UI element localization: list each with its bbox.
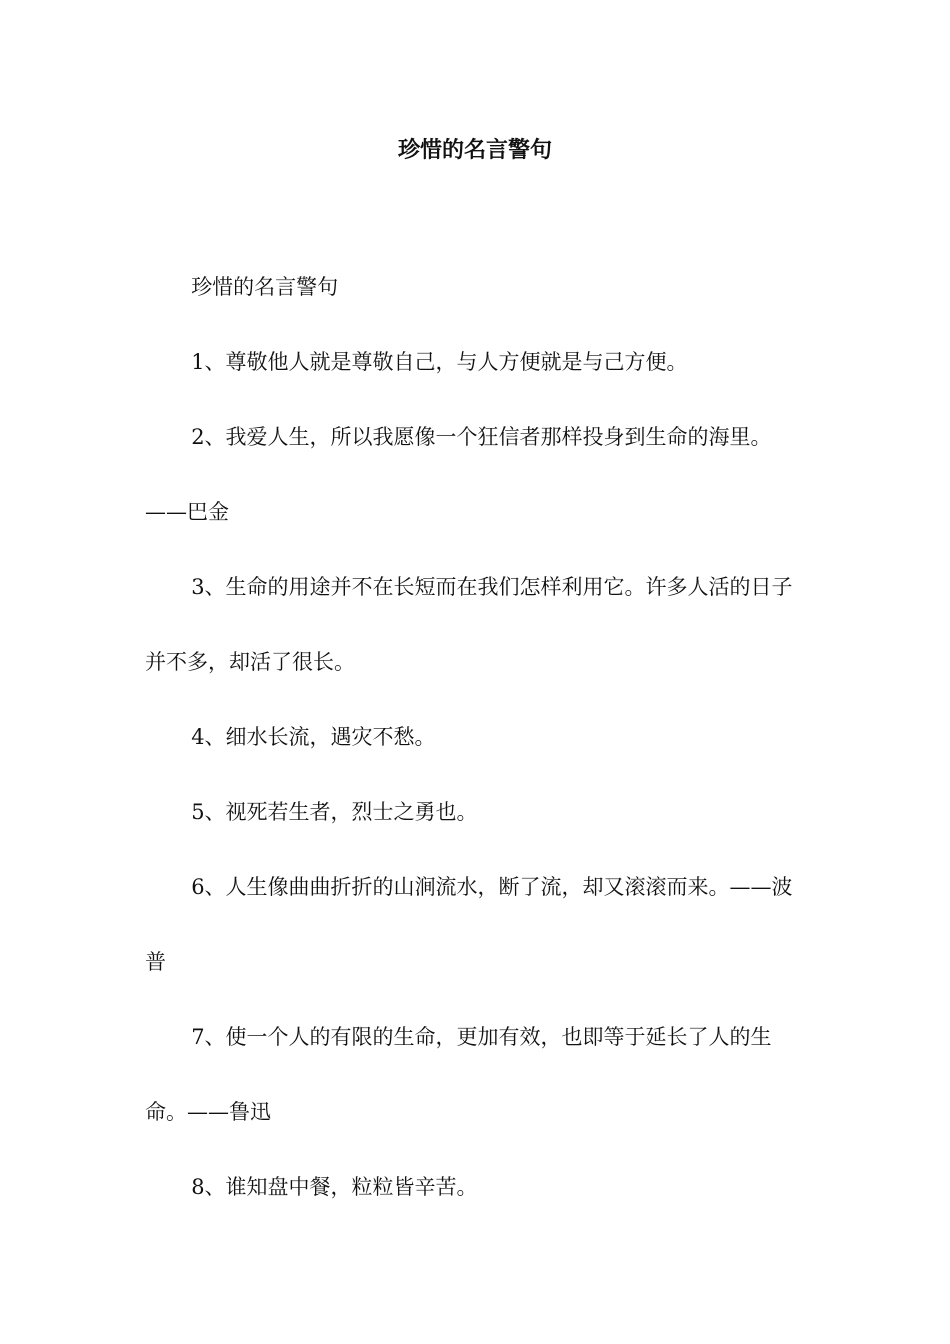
document-body: [145, 250, 810, 1225]
document-title: 珍惜的名言警句: [397, 137, 552, 163]
paragraph-heading: 珍惜的名言警句: [191, 275, 339, 299]
quote-7: 7、使一个人的有限的生命，更加有效，也即等于延长了人的生命。——鲁迅: [145, 1025, 772, 1124]
quote-4: 4、细水长流，遇灾不愁。: [191, 725, 436, 749]
quote-3: 3、生命的用途并不在长短而在我们怎样利用它。许多人活的日子并不多，却活了很长。: [145, 575, 793, 674]
quote-8: 8、谁知盘中餐，粒粒皆辛苦。: [191, 1175, 478, 1199]
quote-6: 6、人生像曲曲折折的山涧流水，断了流，却又滚滚而来。——波普: [145, 875, 793, 974]
quote-1: 1、尊敬他人就是尊敬自己，与人方便就是与己方便。: [191, 350, 688, 374]
quote-5: 5、视死若生者，烈士之勇也。: [191, 800, 478, 824]
quote-2: 2、我爱人生，所以我愿像一个狂信者那样投身到生命的海里。——巴金: [145, 425, 772, 524]
